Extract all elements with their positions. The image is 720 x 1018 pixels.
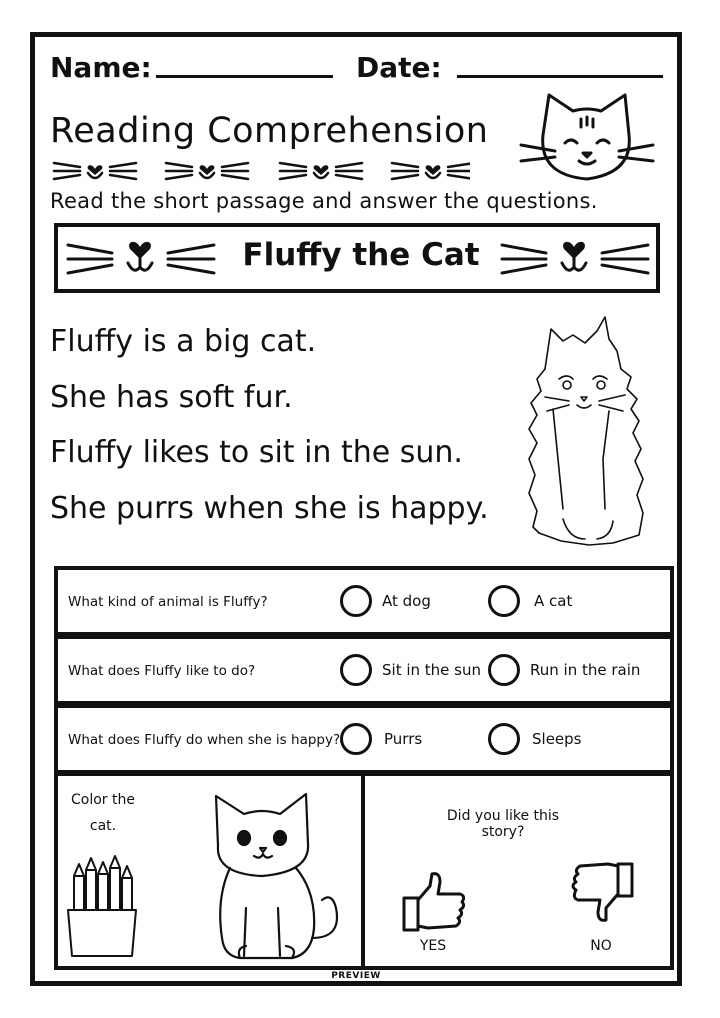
whisker-heart-icon: [64, 233, 224, 285]
answer-option-label: At dog: [382, 592, 431, 610]
thumbs-down-icon[interactable]: [566, 858, 636, 924]
question-row: [54, 704, 674, 774]
question-row: [54, 566, 674, 636]
answer-option-label: Sit in the sun: [382, 661, 481, 679]
answer-option-circle[interactable]: [488, 585, 520, 617]
instructions: Read the short passage and answer the questions.: [50, 189, 598, 213]
story-banner: [54, 223, 660, 293]
sitting-cat-drawing: [196, 788, 346, 966]
answer-option-circle[interactable]: [340, 654, 372, 686]
date-label: Date:: [356, 51, 442, 84]
preview-watermark: PREVIEW: [331, 971, 381, 981]
section-divider: [361, 776, 365, 966]
color-prompt-line: cat.: [89, 818, 117, 834]
answer-option-label: Sleeps: [532, 730, 582, 748]
answer-option-circle[interactable]: [340, 723, 372, 755]
answer-option-circle[interactable]: [488, 654, 520, 686]
passage-line: She purrs when she is happy.: [50, 491, 489, 526]
like-prompt: Did you like this story?: [446, 808, 560, 840]
date-line[interactable]: [457, 75, 663, 78]
whisker-heart-row: [50, 155, 470, 187]
passage-line: Fluffy likes to sit in the sun.: [50, 435, 463, 470]
color-prompt-line: Color the: [71, 792, 135, 808]
cat-face-icon: [515, 83, 655, 193]
page-title: Reading Comprehension: [50, 111, 489, 151]
passage-line: Fluffy is a big cat.: [50, 324, 317, 359]
yes-label: YES: [419, 938, 447, 954]
question-text: What does Fluffy like to do?: [68, 663, 256, 679]
answer-option-label: A cat: [534, 592, 573, 610]
whisker-heart-icon: [498, 233, 658, 285]
passage-line: She has soft fur.: [50, 380, 293, 415]
story-title: Fluffy the Cat: [242, 237, 480, 273]
thumbs-up-icon[interactable]: [400, 870, 470, 936]
answer-option-label: Purrs: [384, 730, 423, 748]
pencil-cup-icon: [62, 852, 142, 960]
question-text: What does Fluffy do when she is happy?: [68, 732, 341, 748]
worksheet: [30, 32, 682, 986]
answer-option-circle[interactable]: [488, 723, 520, 755]
name-label: Name:: [50, 51, 152, 84]
answer-option-circle[interactable]: [340, 585, 372, 617]
answer-option-label: Run in the rain: [530, 661, 641, 679]
fluffy-cat-drawing: [493, 299, 663, 559]
name-line[interactable]: [156, 75, 333, 78]
no-label: NO: [590, 938, 612, 954]
activity-section: [54, 772, 674, 970]
question-row: [54, 635, 674, 705]
question-text: What kind of animal is Fluffy?: [68, 594, 268, 610]
